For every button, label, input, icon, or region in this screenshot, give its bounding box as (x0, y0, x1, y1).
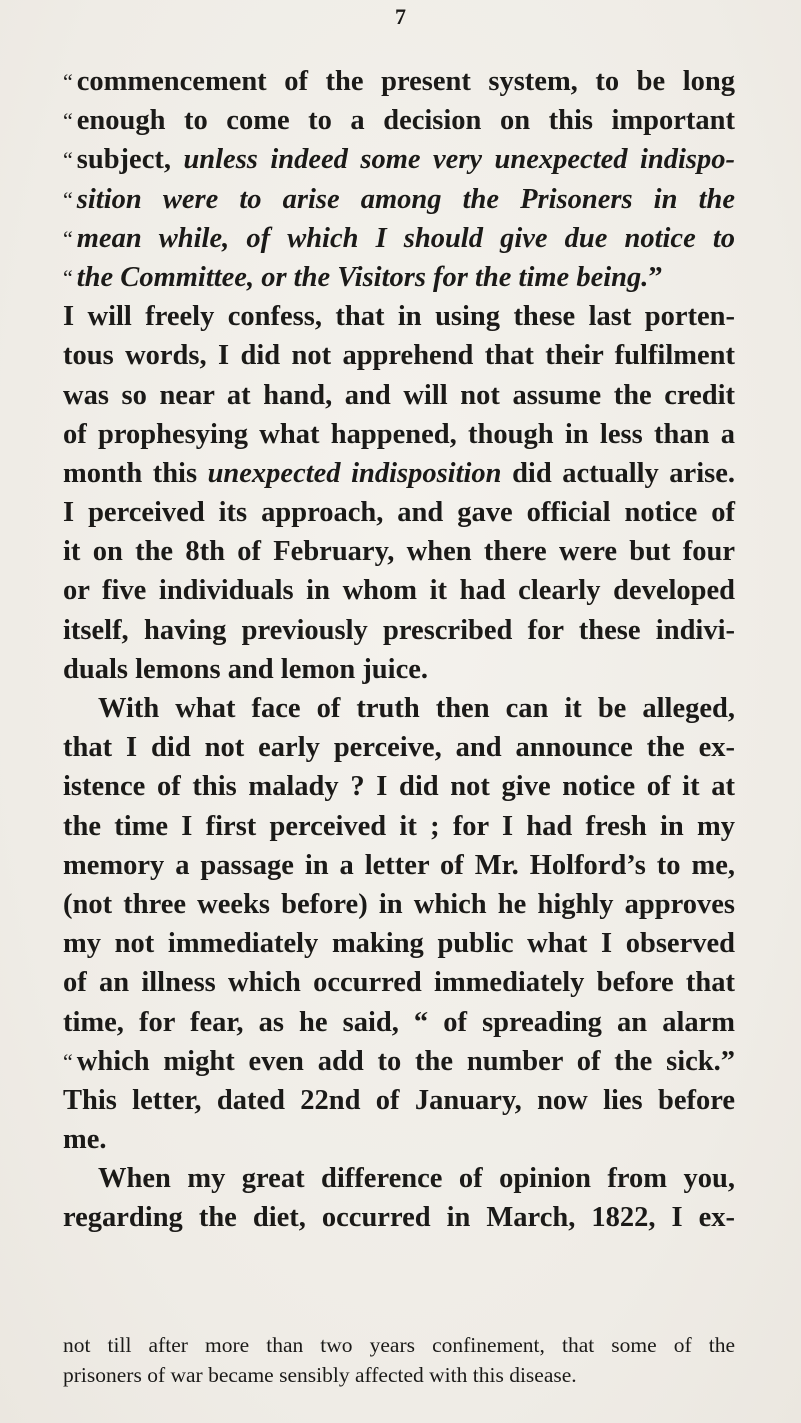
quote-mark: “ (63, 147, 73, 173)
text-run: did actually arise. (501, 457, 735, 489)
text-line (63, 1198, 735, 1237)
text-line (63, 1081, 735, 1120)
text-run: me. (63, 1124, 107, 1156)
text-run: I perceived its approach, and gave official notice of (63, 497, 735, 529)
text-run: which might even add to the number of the sick.” (76, 1045, 735, 1077)
text-run: regarding the diet, occurred in March, 1822, I ex- (63, 1202, 735, 1234)
text-line (63, 650, 735, 689)
text-run: I will freely confess, that in using these last porten- (63, 301, 735, 333)
text-line (63, 885, 735, 924)
quote-mark: “ (63, 264, 73, 290)
text-run: tous words, I did not apprehend that their fulfilment (63, 340, 735, 372)
text-line (63, 1003, 735, 1042)
quote-mark: “ (63, 69, 73, 94)
text-line (63, 258, 735, 297)
quote-mark: “ (63, 1048, 73, 1074)
text-line (63, 767, 735, 806)
italic-run: the Committee, or the Visitors for the time being. (76, 261, 649, 293)
text-run: of an illness which occurred immediately before that (63, 967, 735, 999)
text-line (63, 454, 735, 493)
text-line (63, 846, 735, 885)
page-number: 7 (395, 4, 406, 29)
text-run: or five individuals in whom it had clearly developed (63, 575, 735, 607)
text-run: month this (63, 457, 208, 489)
text-run: my not immediately making public what I observed (63, 928, 735, 960)
text-run: istence of this malady ? I did not give notice of it at (63, 771, 735, 803)
text-line (63, 336, 735, 375)
footnote (63, 1330, 735, 1390)
text-line (63, 140, 735, 179)
text-run: of prophesying what happened, though in less than a (63, 418, 735, 450)
text-line (63, 611, 735, 650)
text-line (63, 1042, 735, 1081)
italic-run: unexpected indisposition (207, 457, 502, 489)
text-run: This letter, dated 22nd of January, now lies before (63, 1084, 735, 1116)
text-line (63, 297, 735, 336)
italic-run: unless indeed some very unexpected indispo- (183, 144, 735, 176)
footnote-line: prisoners of war became sensibly affected with this disease. (63, 1363, 577, 1387)
text-line (63, 807, 735, 846)
text-line (63, 532, 735, 571)
text-line (63, 689, 735, 728)
text-line (63, 1159, 735, 1198)
text-run: enough to come to a decision on this important (76, 105, 735, 137)
footnote-line: not till after more than two years confinement, that some of the (63, 1333, 735, 1357)
text-run: (not three weeks before) in which he highly approves (63, 888, 735, 920)
italic-run: mean while, of which I should give due notice to (76, 222, 735, 254)
text-run: duals lemons and lemon juice. (63, 653, 429, 685)
text-run: subject, (76, 144, 184, 176)
text-line (63, 571, 735, 610)
text-line (63, 924, 735, 963)
text-run: was so near at hand, and will not assume the credit (63, 379, 735, 411)
text-run: ” (648, 261, 663, 293)
body-text (63, 62, 735, 1238)
text-run: it on the 8th of February, when there were but four (63, 536, 735, 568)
text-run: the time I first perceived it ; for I had fresh in my (63, 810, 735, 842)
text-line (63, 1120, 735, 1159)
text-run: commencement of the present system, to be long (76, 66, 735, 97)
quote-mark: “ (63, 225, 73, 251)
text-line (63, 728, 735, 767)
italic-run: sition were to arise among the Prisoners in the (76, 183, 735, 215)
text-line (63, 493, 735, 532)
text-line (63, 963, 735, 1002)
text-line (63, 376, 735, 415)
text-run: time, for fear, as he said, “ of spreading an alarm (63, 1006, 735, 1038)
text-line (63, 180, 735, 219)
text-run: When my great difference of opinion from you, (98, 1163, 735, 1195)
text-run: With what face of truth then can it be alleged, (98, 693, 735, 724)
text-run: memory a passage in a letter of Mr. Holford’s to me, (63, 849, 735, 881)
text-line (63, 62, 735, 101)
text-run: that I did not early perceive, and announce the ex- (63, 732, 735, 764)
quote-mark: “ (63, 186, 73, 212)
text-run: itself, having previously prescribed for these indivi- (63, 614, 735, 646)
quote-mark: “ (63, 108, 73, 134)
text-line (63, 415, 735, 454)
text-line (63, 219, 735, 258)
text-line (63, 101, 735, 140)
